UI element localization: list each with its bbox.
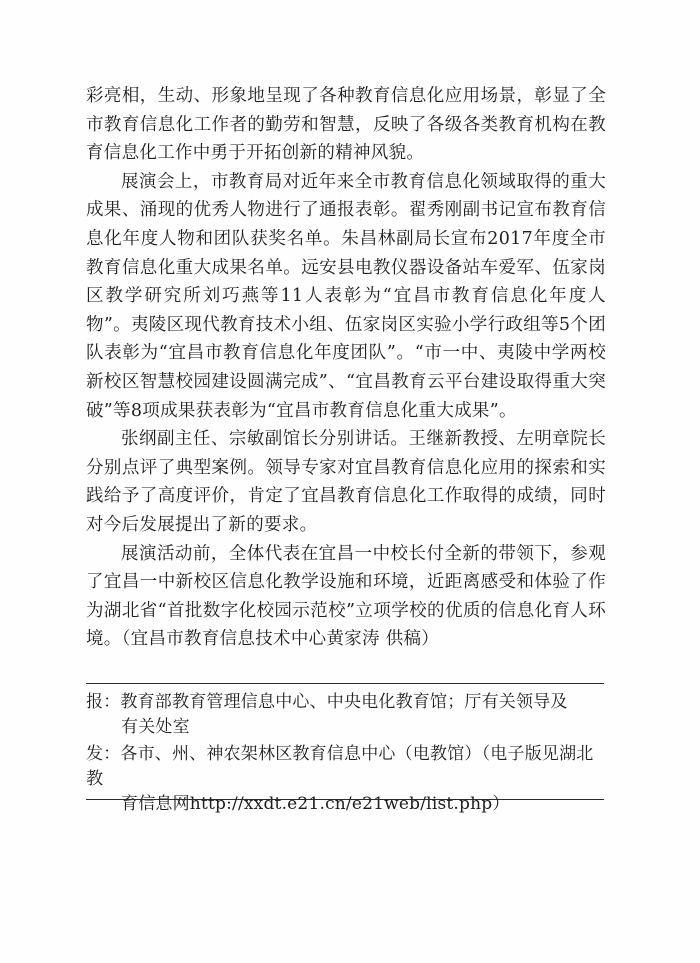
distribution-send	[86, 742, 606, 817]
article-body	[86, 82, 606, 654]
footer-top-rule	[86, 683, 604, 684]
paragraph-continuation: 彩亮相，生动、形象地呈现了各种教育信息化应用场景，彰显了全市教育信息化工作者的勤劳和智慧，反映了各级各类教育机构在教育信息化工作中勇于开拓创新的精神风貌。	[86, 86, 606, 164]
send-recipients: 各市、州、神农架林区教育信息中心（电教馆）（电子版见湖北教	[86, 744, 594, 789]
report-label: 报：	[86, 692, 121, 712]
send-line-2: 育信息网http://xxdt.e21.cn/e21web/list.php）	[121, 794, 510, 814]
paragraph-speeches: 张纲副主任、宗敏副馆长分别讲话。王继新教授、左明章院长分别点评了典型案例。领导专家对宜昌教育信息化应用的探索和实践给予了高度评价，肯定了宜昌教育信息化工作取得的成绩，同时对今后发展提出了新的要求。	[86, 429, 606, 535]
report-line-1	[86, 690, 606, 715]
distribution-report	[86, 690, 606, 740]
report-recipients: 教育部教育管理信息中心、中央电化教育馆；厅有关领导及	[120, 692, 568, 712]
paragraph-visit: 展演活动前，全体代表在宜昌一中校长付全新的带领下，参观了宜昌一中新校区信息化教学设施和环境，近距离感受和体验了作为湖北省“首批数字化校园示范校”立项学校的优质的信息化育人环境。（宜昌市教育信息技术中心黄家涛 供稿）	[86, 543, 606, 650]
send-line-1	[86, 742, 606, 792]
paragraph-awards: 展演会上，市教育局对近年来全市教育信息化领域取得的重大成果、涌现的优秀人物进行了通报表彰。翟秀刚副书记宣布教育信息化年度人物和团队获奖名单。朱昌林副局长宣布2017年度全市教育信息化重大成果名单。远安县电教仪器设备站车爱军、伍家岗区教学研究所刘巧燕等11人表彰为“宜昌市教育信息化年度人物”。夷陵区现代教育技术小组、伍家岗区实验小学行政组等5个团队表彰为“宜昌市教育信息化年度团队”。“市一中、夷陵中学两校新校区智慧校园建设圆满完成”、“宜昌教育云平台建设取得重大突破”等8项成果获表彰为“宜昌市教育信息化重大成果”。	[86, 171, 606, 421]
send-label: 发：	[86, 744, 121, 764]
footer-bottom-rule	[86, 799, 604, 800]
report-line-2: 有关处室	[121, 717, 190, 737]
